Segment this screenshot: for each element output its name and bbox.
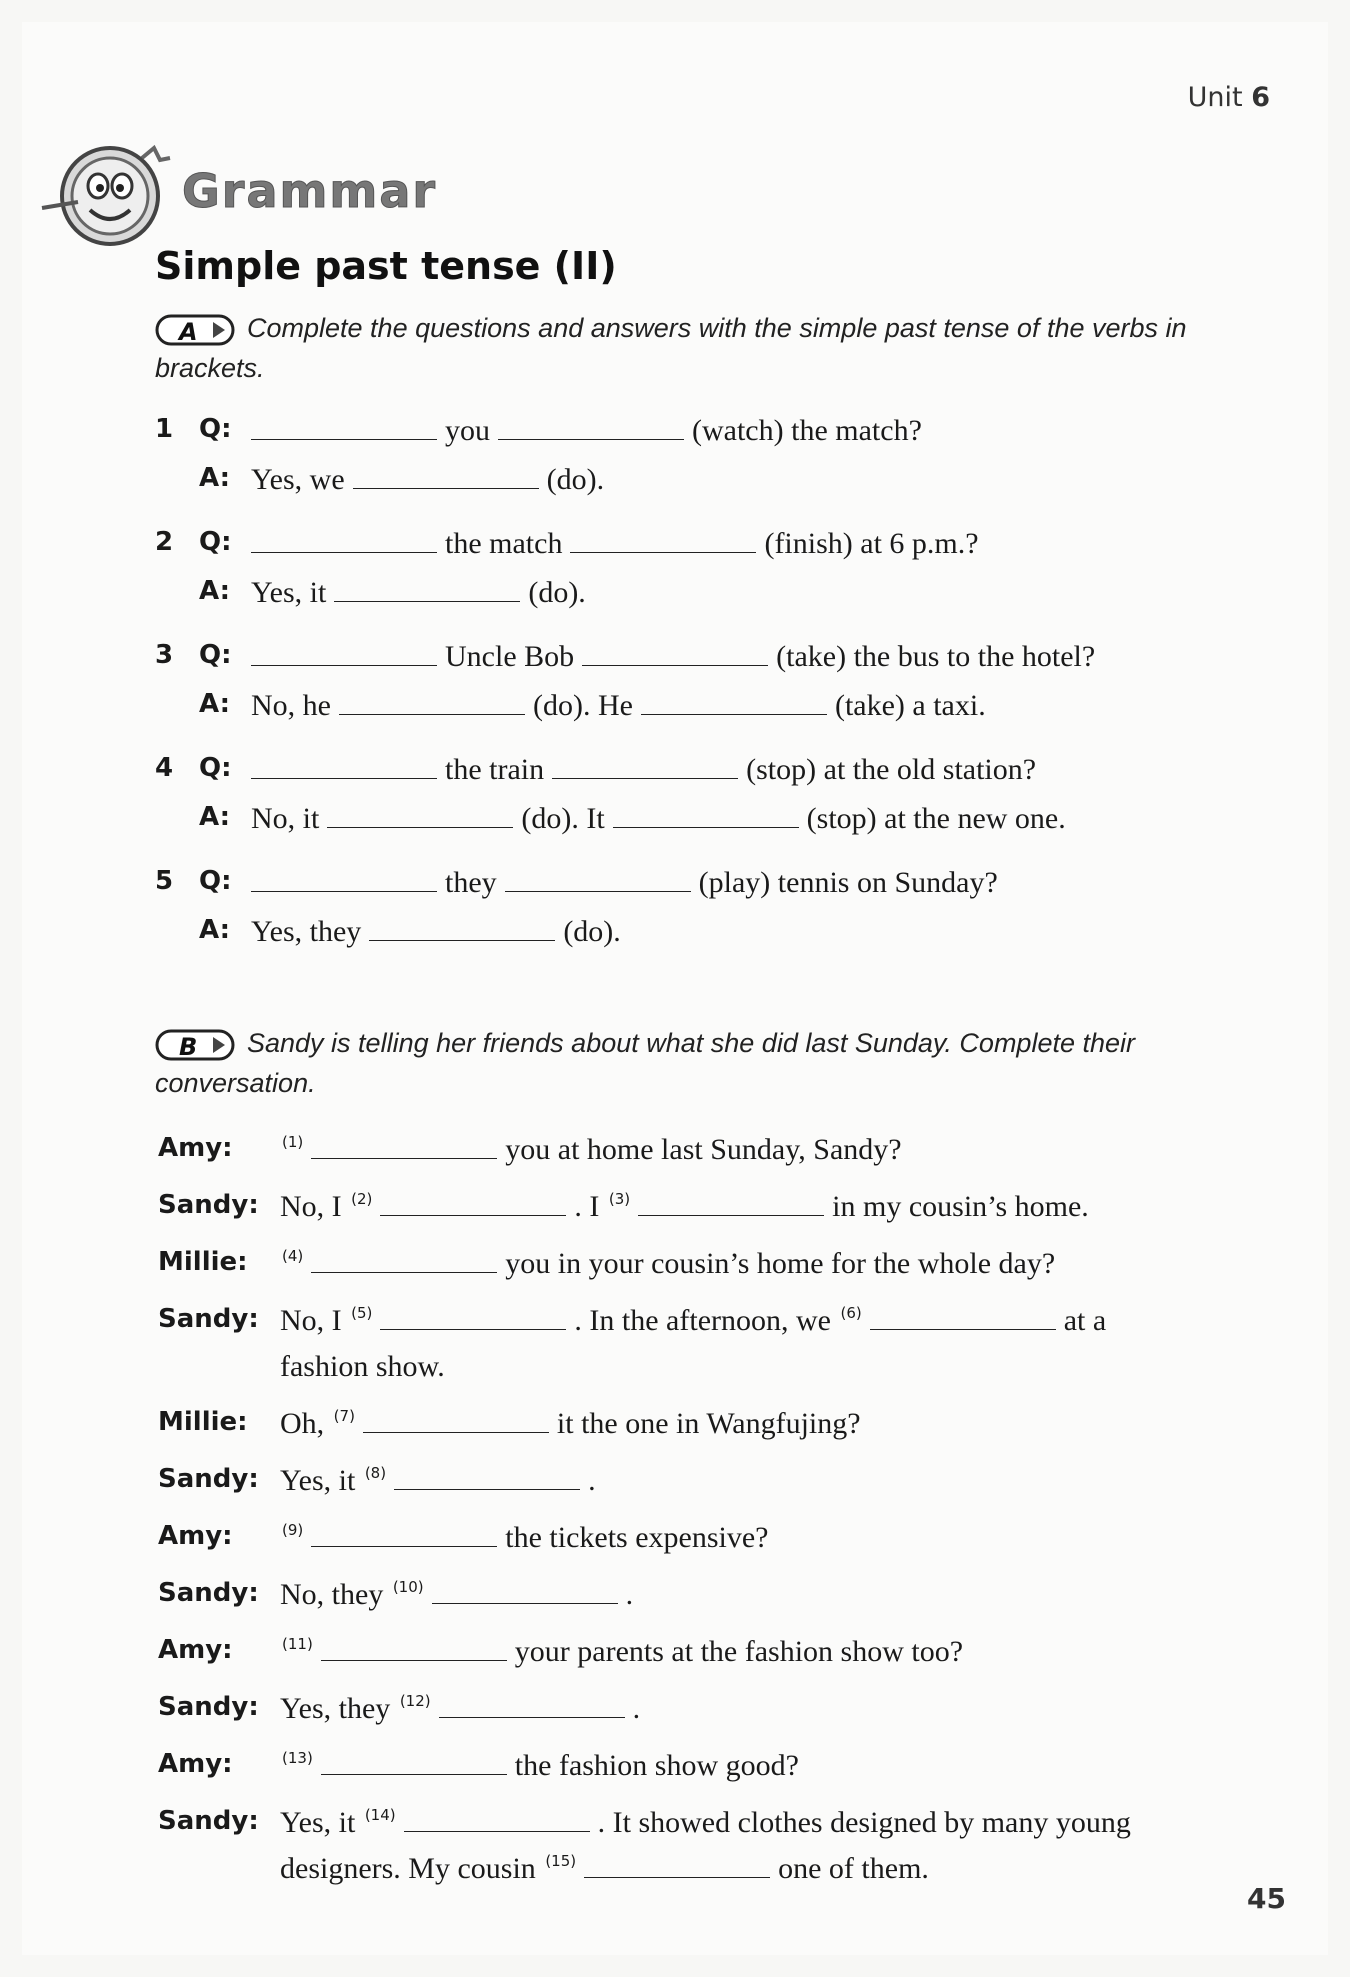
answer-blank[interactable]	[380, 1193, 566, 1216]
answer-blank[interactable]	[311, 1524, 497, 1547]
answer-blank[interactable]	[321, 1752, 507, 1775]
answer-blank[interactable]	[394, 1467, 580, 1490]
answer-blank[interactable]	[498, 417, 684, 440]
grammar-mascot-icon	[38, 138, 178, 250]
part-b-instruction: B Sandy is telling her friends about what she did last Sunday. Complete their conversation.	[155, 1028, 1136, 1098]
answer-blank[interactable]	[327, 805, 513, 828]
answer-blank[interactable]	[251, 643, 437, 666]
answer-blank[interactable]	[552, 756, 738, 779]
page-title: Simple past tense (II)	[155, 244, 617, 288]
svg-text:B: B	[179, 1032, 198, 1061]
answer-blank[interactable]	[570, 530, 756, 553]
part-a-instruction: A Complete the questions and answers with the simple past tense of the verbs in brackets.	[155, 313, 1187, 383]
unit-label: Unit 6	[1187, 82, 1270, 113]
answer-blank[interactable]	[369, 918, 555, 941]
answer-blank[interactable]	[353, 466, 539, 489]
answer-blank[interactable]	[380, 1307, 566, 1330]
part-b-badge	[155, 1028, 237, 1062]
answer-blank[interactable]	[311, 1250, 497, 1273]
answer-blank[interactable]	[339, 692, 525, 715]
answer-blank[interactable]	[505, 869, 691, 892]
svg-text:A: A	[179, 317, 198, 346]
page-number: 45	[1247, 1882, 1286, 1915]
answer-blank[interactable]	[404, 1809, 590, 1832]
answer-blank[interactable]	[251, 417, 437, 440]
answer-blank[interactable]	[439, 1695, 625, 1718]
answer-blank[interactable]	[641, 692, 827, 715]
answer-blank[interactable]	[251, 530, 437, 553]
answer-blank[interactable]	[432, 1581, 618, 1604]
answer-blank[interactable]	[584, 1855, 770, 1878]
answer-blank[interactable]	[638, 1193, 824, 1216]
answer-blank[interactable]	[321, 1638, 507, 1661]
answer-blank[interactable]	[334, 579, 520, 602]
answer-blank[interactable]	[870, 1307, 1056, 1330]
answer-blank[interactable]	[311, 1136, 497, 1159]
part-a-badge	[155, 313, 237, 347]
answer-blank[interactable]	[613, 805, 799, 828]
section-heading: Grammar	[182, 164, 438, 218]
answer-blank[interactable]	[363, 1410, 549, 1433]
answer-blank[interactable]	[582, 643, 768, 666]
answer-blank[interactable]	[251, 756, 437, 779]
answer-blank[interactable]	[251, 869, 437, 892]
